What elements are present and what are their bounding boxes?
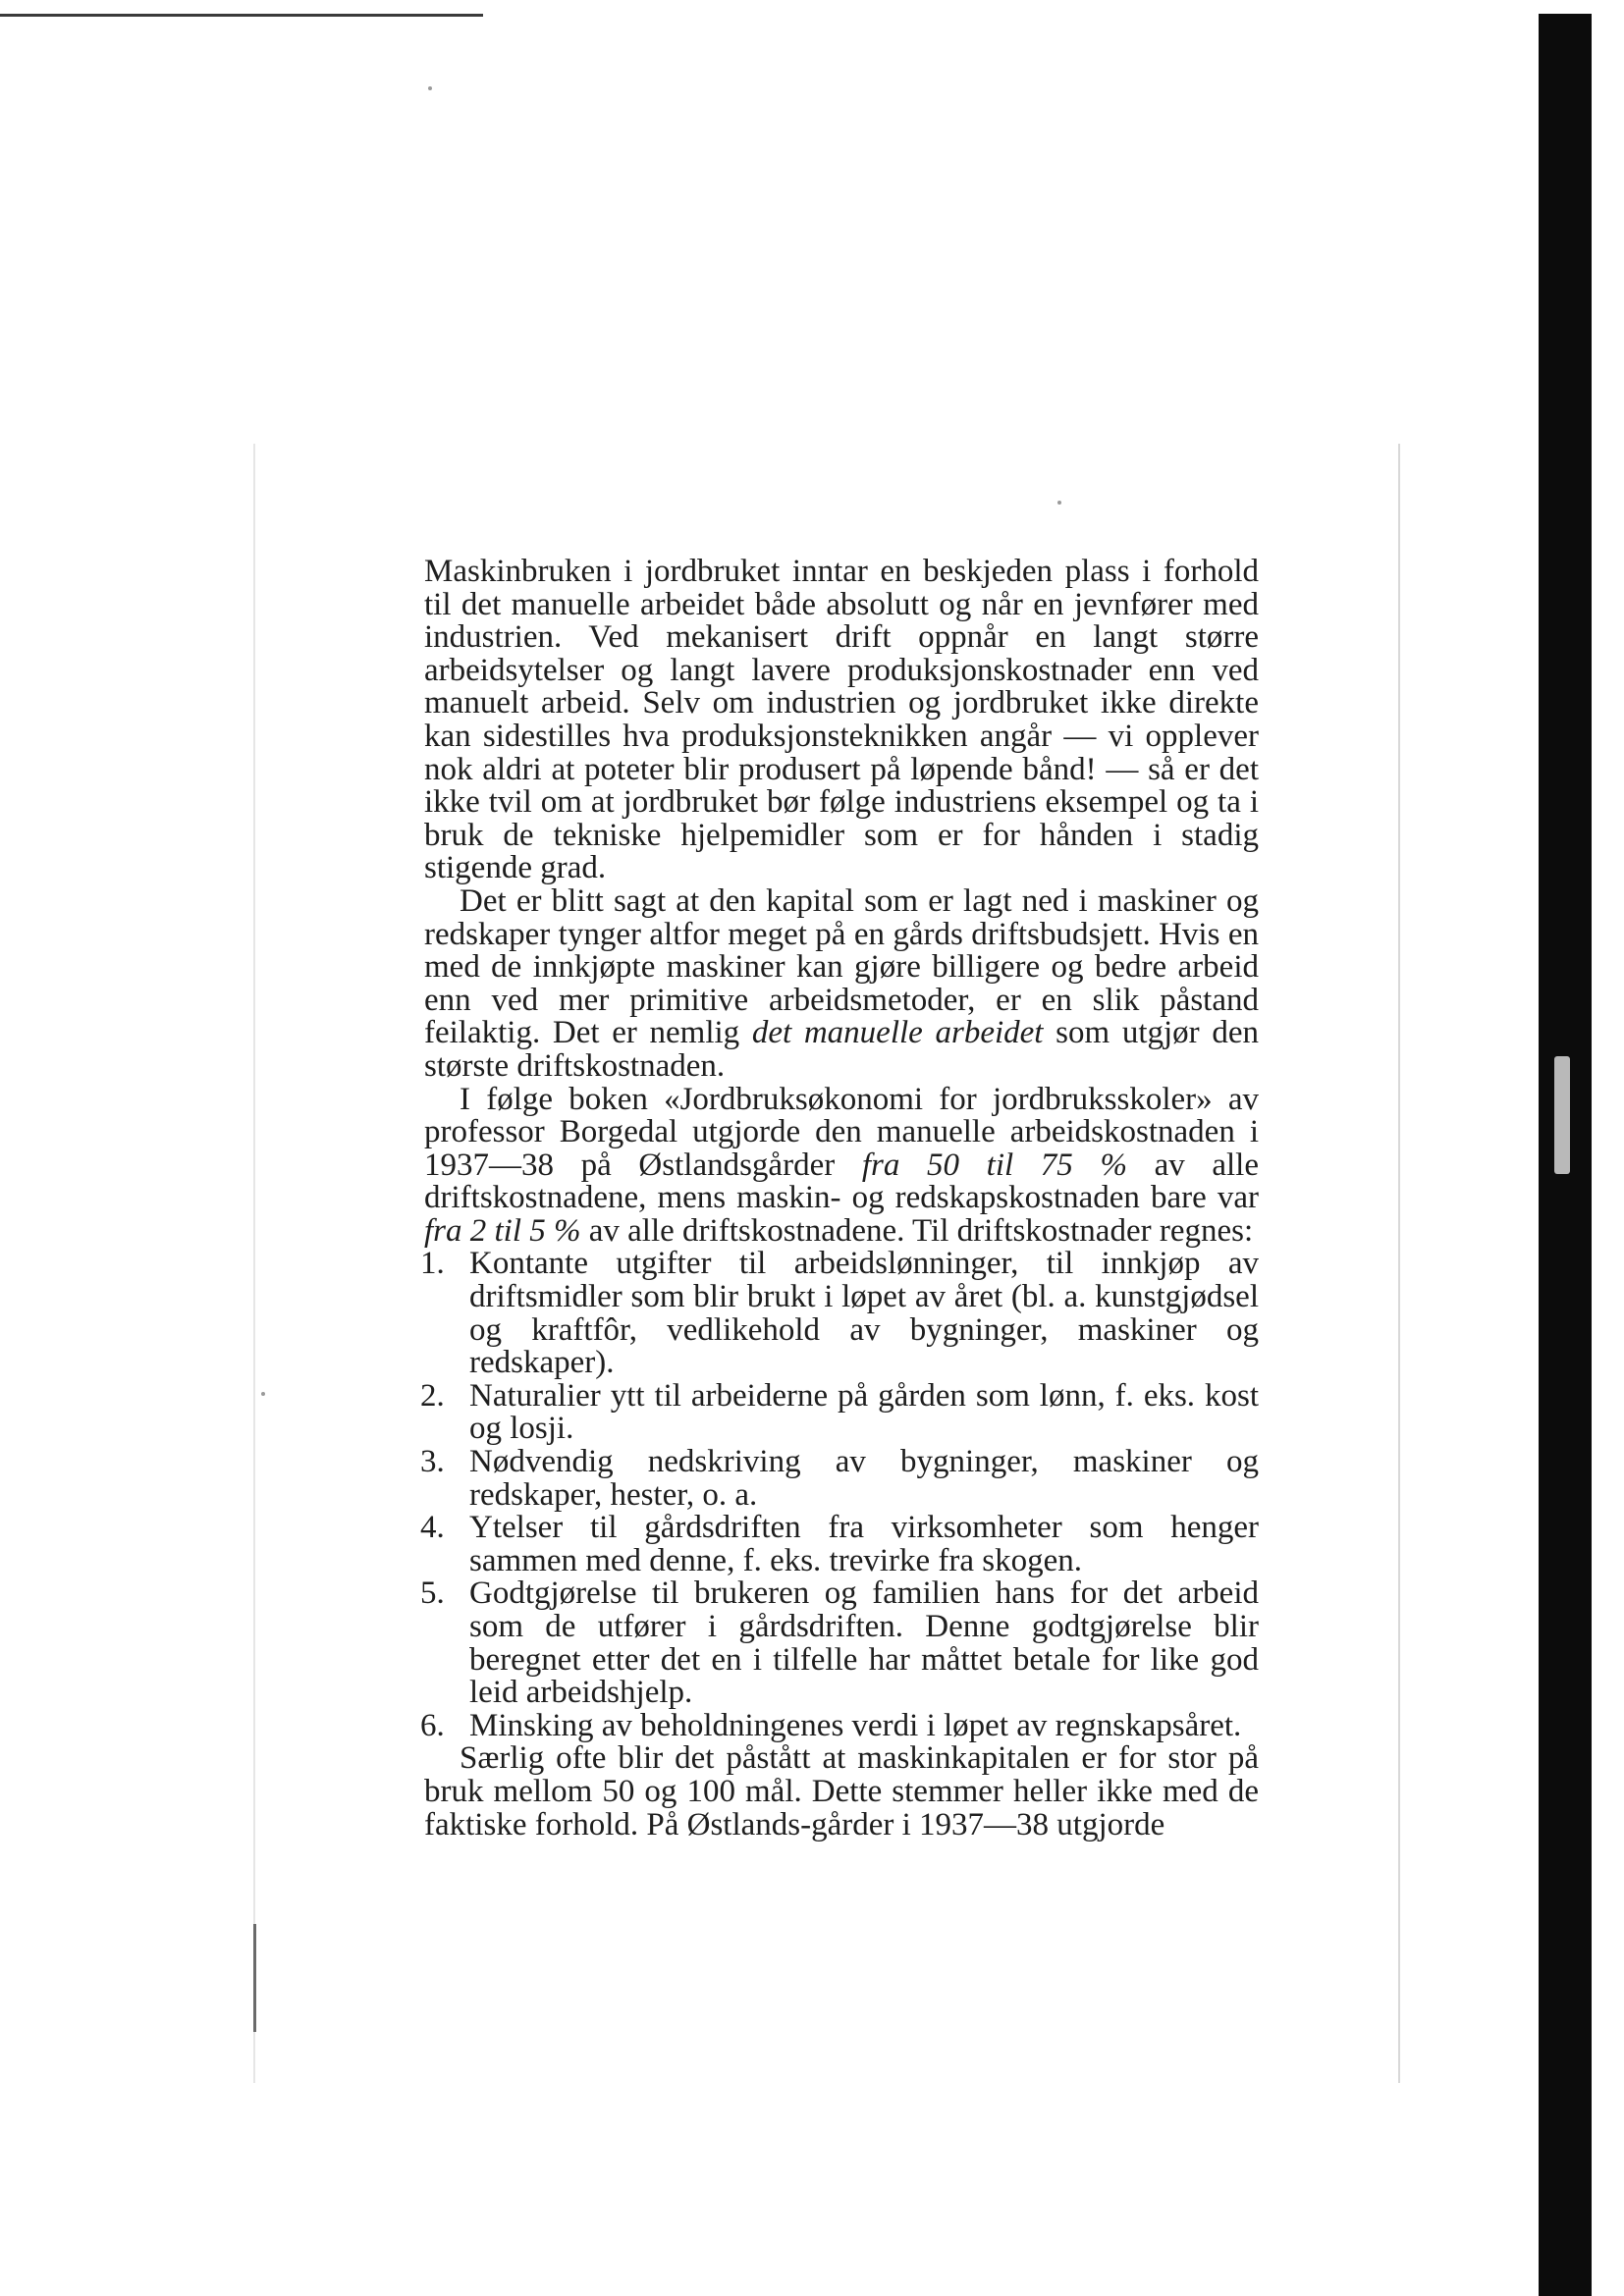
list-number: 6. bbox=[420, 1707, 445, 1743]
list-item bbox=[420, 1377, 1259, 1447]
page-edge-left bbox=[253, 444, 255, 2083]
paragraph-text: I følge boken «Jordbruksøkonomi for jordbruksskoler» av professor Borgedal utgjorde den manuelle arbeidskostnaden i 1937—38 på Østlandsgårder bbox=[424, 1081, 1259, 1183]
list-item-text: Nødvendig nedskriving av bygninger, maskiner og redskaper, hester, o. a. bbox=[469, 1444, 1259, 1513]
list-item bbox=[420, 1575, 1259, 1711]
emphasis-text: fra 50 til 75 % bbox=[861, 1147, 1127, 1183]
scan-speck bbox=[261, 1392, 265, 1396]
scan-binding-tab bbox=[1554, 1056, 1570, 1174]
list-item-text: Kontante utgifter til arbeidslønninger, til innkjøp av driftsmidler som blir brukt i løpet av året (bl. a. kunstgjødsel og kraftfôr, vedlikehold av bygninger, maskiner og redskaper). bbox=[469, 1246, 1259, 1381]
list-number: 5. bbox=[420, 1575, 445, 1612]
list-number: 3. bbox=[420, 1444, 445, 1480]
paragraph-capital bbox=[424, 882, 1259, 1084]
page-edge-right bbox=[1398, 444, 1400, 2083]
paragraph-text: av alle driftskostnadene, mens maskin- og redskapskostnaden bare var bbox=[424, 1147, 1260, 1216]
emphasis-text: fra 2 til 5 % bbox=[424, 1212, 581, 1249]
paragraph-costs bbox=[424, 1081, 1260, 1249]
list-number: 4. bbox=[420, 1510, 445, 1546]
cost-list bbox=[420, 1246, 1259, 1743]
list-number: 1. bbox=[420, 1246, 445, 1282]
list-item-text: Godtgjørelse til brukeren og familien hans for det arbeid som de utfører i gårdsdriften. Denne godtgjørelse blir beregnet etter det en i tilfelle har måttet betale for like god leid arbeidshjelp. bbox=[469, 1575, 1259, 1711]
emphasis-text: det manuelle arbeidet bbox=[751, 1015, 1044, 1051]
paragraph-machine-capital: Særlig ofte blir det påstått at maskinkapitalen er for stor på bruk mellom 50 og 100 mål. Dette stemmer heller ikke med de faktiske forhold. På Østlands-gårder i 1937—38 utgjorde bbox=[424, 1740, 1259, 1842]
list-item bbox=[420, 1707, 1259, 1743]
list-item-text: Ytelser til gårdsdriften fra virksomheter som henger sammen med denne, f. eks. trevirke fra skogen. bbox=[469, 1510, 1259, 1578]
scan-speck bbox=[428, 86, 432, 90]
paragraph-text: av alle driftskostnadene. Til driftskostnader regnes: bbox=[580, 1212, 1254, 1249]
list-item bbox=[420, 1510, 1259, 1578]
page-edge-mark bbox=[253, 1924, 256, 2032]
scan-speck bbox=[1057, 501, 1061, 505]
scan-edge-line bbox=[0, 14, 483, 17]
paragraph-text: som utgjør den største driftskostnaden. bbox=[424, 1015, 1259, 1084]
list-item bbox=[420, 1246, 1259, 1381]
list-item-text: Naturalier ytt til arbeiderne på gården som lønn, f. eks. kost og losji. bbox=[469, 1377, 1259, 1447]
paragraph-mechanization: Maskinbruken i jordbruket inntar en beskjeden plass i forhold til det manuelle arbeidet både absolutt og når en jevnfører med industrien. Ved mekanisert drift oppnår en langt større arbeidsytelser og langt lavere produksjonskostnader enn ved manuelt arbeid. Selv om industrien og jordbruket ikke direkte kan sidestilles hva produksjonsteknikken angår — vi opplever nok aldri at poteter blir produsert på løpende bånd! — så er det ikke tvil om at jordbruket bør følge industriens eksempel og ta i bruk de tekniske hjelpemidler som er for hånden i stadig stigende grad. bbox=[424, 554, 1259, 886]
list-item-text: Minsking av beholdningenes verdi i løpet av regnskapsåret. bbox=[469, 1707, 1242, 1743]
paragraph-text: Det er blitt sagt at den kapital som er lagt ned i maskiner og redskaper tynger altfor meget på en gårds driftsbudsjett. Hvis en med de innkjøpte maskiner kan gjøre billigere og bedre arbeid enn ved mer primitive arbeidsmetoder, er en slik påstand feilaktig. Det er nemlig bbox=[424, 882, 1259, 1051]
list-item bbox=[420, 1444, 1259, 1513]
list-number: 2. bbox=[420, 1377, 445, 1414]
page-body bbox=[420, 554, 1260, 1842]
